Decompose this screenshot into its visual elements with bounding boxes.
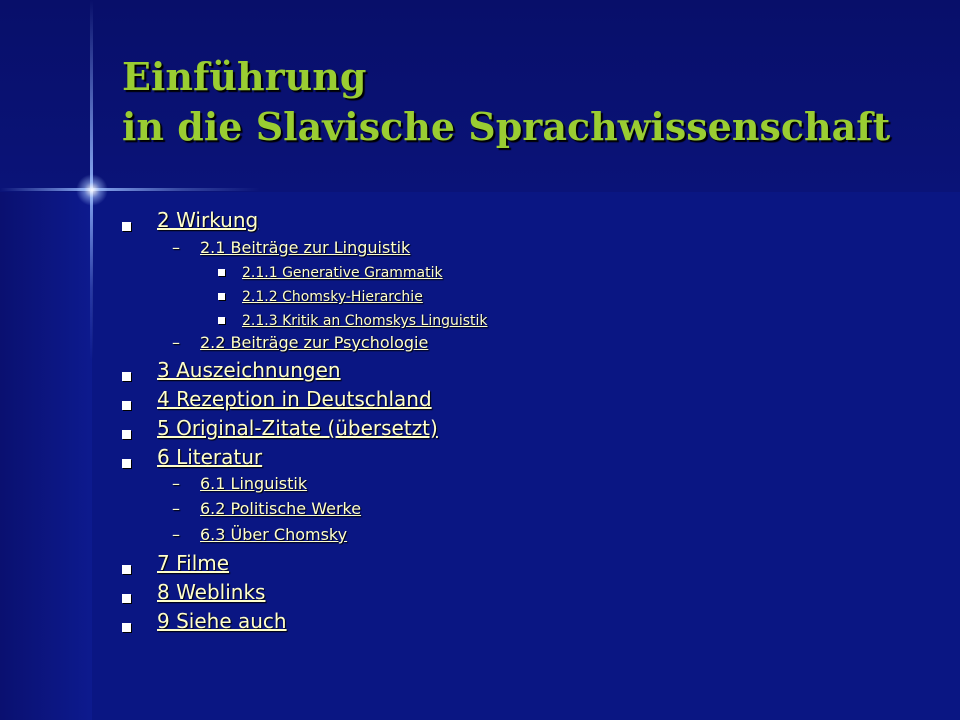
decor-star-icon: [76, 174, 108, 206]
toc-link-3-auszeichnungen[interactable]: 3 Auszeichnungen: [157, 358, 341, 382]
bullet-icon: [122, 594, 131, 603]
toc-link-2-1-3[interactable]: 2.1.3 Kritik an Chomskys Linguistik: [242, 313, 488, 329]
dash-marker: –: [172, 238, 180, 257]
slide-title-line-2: in die Slavische Sprachwissenschaft: [122, 104, 891, 149]
toc-link-6-1[interactable]: 6.1 Linguistik: [200, 474, 308, 493]
bullet-icon: [122, 222, 131, 231]
bullet-icon: [122, 430, 131, 439]
bullet-icon: [122, 401, 131, 410]
bullet-icon: [218, 293, 225, 300]
toc-link-6-literatur[interactable]: 6 Literatur: [157, 445, 263, 469]
toc-link-6-3[interactable]: 6.3 Über Chomsky: [200, 525, 348, 544]
toc-link-2-1-1[interactable]: 2.1.1 Generative Grammatik: [242, 265, 443, 281]
toc-link-2-2[interactable]: 2.2 Beiträge zur Psychologie: [200, 333, 429, 352]
slide-title-line-1: Einführung: [122, 54, 367, 99]
decor-light-horizontal: [0, 188, 260, 191]
bullet-icon: [122, 459, 131, 468]
toc-link-6-2[interactable]: 6.2 Politische Werke: [200, 499, 362, 518]
bullet-icon: [218, 317, 225, 324]
toc-link-2-wirkung[interactable]: 2 Wirkung: [157, 208, 259, 232]
toc-link-8-weblinks[interactable]: 8 Weblinks: [157, 580, 266, 604]
toc-link-4-rezeption[interactable]: 4 Rezeption in Deutschland: [157, 387, 432, 411]
toc-link-2-1-2[interactable]: 2.1.2 Chomsky-Hierarchie: [242, 289, 423, 305]
toc-link-7-filme[interactable]: 7 Filme: [157, 551, 230, 575]
bullet-icon: [122, 372, 131, 381]
dash-marker: –: [172, 333, 180, 352]
toc-link-2-1[interactable]: 2.1 Beiträge zur Linguistik: [200, 238, 411, 257]
toc-link-5-original-zitate[interactable]: 5 Original-Zitate (übersetzt): [157, 416, 438, 440]
slide-title: [122, 52, 890, 152]
bullet-icon: [122, 623, 131, 632]
bullet-icon: [122, 565, 131, 574]
dash-marker: –: [172, 474, 180, 493]
dash-marker: –: [172, 525, 180, 544]
bullet-icon: [218, 269, 225, 276]
toc-link-9-siehe-auch[interactable]: 9 Siehe auch: [157, 609, 287, 633]
dash-marker: –: [172, 499, 180, 518]
